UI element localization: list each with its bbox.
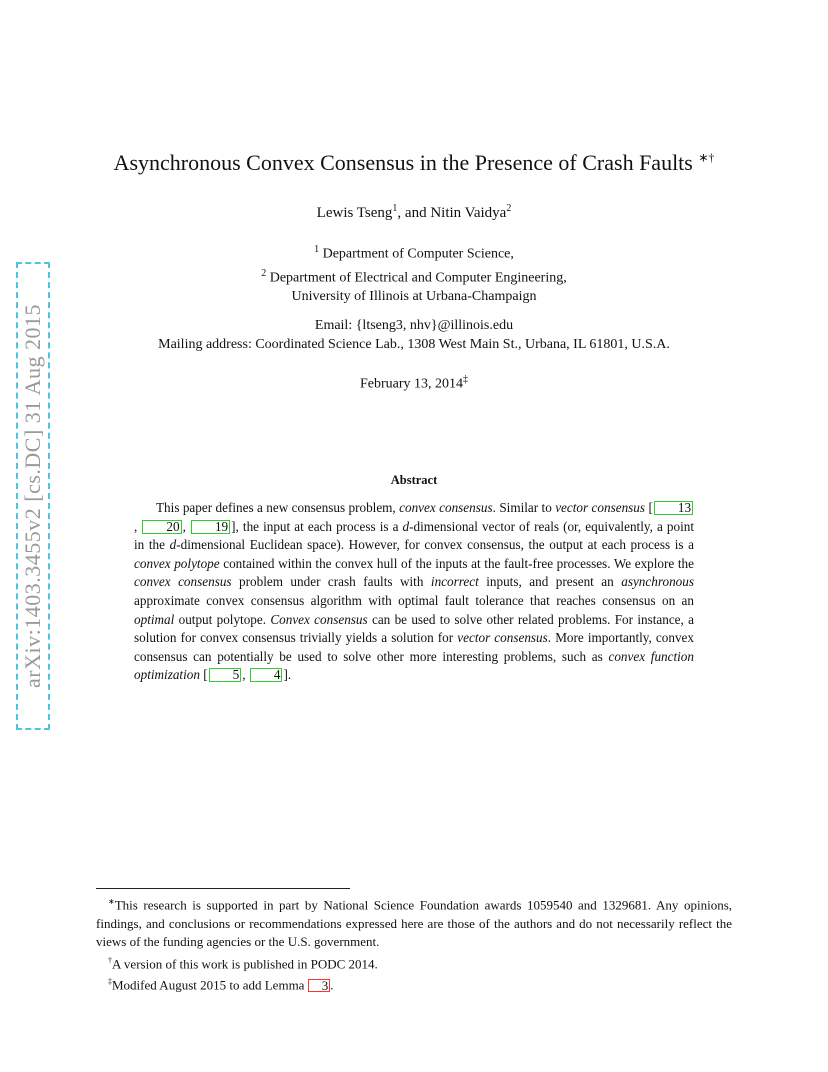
paper-title	[80, 150, 748, 176]
affiliation-line: University of Illinois at Urbana-Champaign	[291, 289, 537, 305]
author-name: Nitin Vaidya	[430, 205, 507, 221]
author-name: Lewis Tseng	[316, 205, 393, 221]
abstract-text: -dimensional vector of reals (or, equivalently, a point in the	[134, 518, 695, 553]
footnote-divider	[96, 888, 350, 889]
title-text: Asynchronous Convex Consensus in the Presence of Crash Faults	[113, 150, 693, 175]
footnote-podc	[96, 952, 732, 974]
abstract-text: . Similar to	[492, 500, 556, 515]
footnote-mark: ‡	[108, 977, 112, 987]
citation-separator: ,	[134, 518, 142, 534]
arxiv-identifier: arXiv:1403.3455v2 [cs.DC] 31 Aug 2015	[20, 304, 46, 688]
abstract-text	[200, 667, 203, 682]
arxiv-sidebar-stamp[interactable]	[16, 262, 50, 730]
abstract-emphasis: incorrect	[430, 574, 479, 590]
affil-text: Department of Computer Science,	[319, 246, 514, 262]
footnote-text: Modifed August 2015 to add Lemma	[112, 977, 308, 993]
footnote-funding	[96, 893, 732, 952]
abstract-emphasis: vector consensus	[457, 630, 548, 646]
abstract-text: problem under crash faults with	[231, 574, 431, 590]
abstract-emphasis: convex function optimization	[134, 648, 694, 683]
footnote-text: This research is supported in part by National Science Foundation awards 1059540 and 1329681. Any opinions, findings, and conclusions or recommendations expressed here are those of the authors and do not necessarily reflect the views of the funding agencies or the U.S. government.	[96, 897, 732, 950]
affiliation-line	[80, 264, 748, 288]
abstract-text: -dimensional Euclidean space). However, for convex consensus, the output at each process is a	[176, 537, 694, 553]
footnote-text: .	[330, 977, 334, 993]
paper-date	[80, 374, 748, 393]
mailing-address-line: Mailing address: Coordinated Science Lab., 1308 West Main St., Urbana, IL 61801, U.S.A.	[158, 337, 670, 352]
citation-link[interactable]: 5	[209, 668, 242, 682]
abstract-text: approximate convex consensus algorithm with optimal fault tolerance that reaches consensus on an	[134, 592, 694, 608]
footnote-modified	[96, 973, 732, 995]
abstract-text: . More importantly, convex consensus can potentially be used to solve other more interesting problems, such as	[134, 630, 694, 664]
contact-info	[80, 316, 748, 354]
lemma-link[interactable]: 3	[308, 979, 331, 992]
abstract-text: .	[287, 667, 292, 683]
abstract-text: output polytope.	[174, 611, 271, 627]
abstract-paragraph: This paper defines a new consensus problem, convex consensus. Similar to vector consensus [ 13, 20 , 19 ], the input at each process is a d-dimensional vector of reals (or, equivalently, a point in the d-dimensional Euclidean space). However, for convex consensus, the output at each process is a convex polytope contained within the convex hull of the inputs at the fault-free processes. We explore the convex consensus problem under crash faults with incorrect inputs, and present an asynchronous approximate convex consensus algorithm with optimal fault tolerance that reaches consensus on an optimal output polytope. Convex consensus can be used to solve other related problems. For instance, a solution for convex consensus trivially yields a solution for vector consensus. More importantly, convex consensus can potentially be used to solve other more interesting problems, such as convex function optimization [ 5 , 4 ].	[134, 500, 695, 683]
abstract-body	[134, 499, 694, 685]
date-text: February 13, 2014	[359, 376, 464, 392]
author-affil-mark: 2	[506, 203, 512, 214]
footnote-mark: ∗	[108, 897, 115, 906]
email-line: Email: {ltseng3, nhv}@illinois.edu	[314, 318, 514, 333]
abstract-emphasis: convex polytope	[134, 555, 220, 571]
citation-link[interactable]: 4	[250, 668, 283, 682]
author-affil-mark: 1	[392, 203, 398, 214]
abstract-text: This paper defines a new consensus problem,	[156, 500, 400, 515]
author-list	[80, 203, 748, 222]
abstract-text	[645, 500, 648, 515]
abstract-heading: Abstract	[390, 473, 438, 487]
footnote-mark: †	[108, 955, 112, 965]
footnote-text: A version of this work is published in PODC 2014.	[112, 955, 378, 971]
citation-link[interactable]: 19	[191, 520, 230, 534]
date-footnote-mark[interactable]: ‡	[463, 374, 469, 385]
abstract-emphasis: asynchronous	[621, 574, 694, 590]
abstract-emphasis: d	[169, 537, 177, 553]
abstract-text: inputs, and present an	[478, 574, 622, 590]
abstract-emphasis: vector consensus	[555, 500, 646, 515]
affil-mark: 1	[314, 244, 320, 255]
footnotes	[96, 893, 732, 995]
affiliation-line	[80, 240, 748, 264]
abstract-emphasis: d	[402, 518, 410, 534]
citation-link[interactable]: 20	[142, 520, 181, 534]
abstract-text: contained within the convex hull of the inputs at the fault-free processes. We explore the	[219, 555, 694, 571]
abstract-emphasis: convex consensus	[399, 500, 493, 515]
abstract-emphasis: optimal	[134, 611, 175, 627]
citation-link[interactable]: 13	[654, 501, 693, 515]
affiliations	[80, 240, 748, 306]
citation-separator: ,	[242, 667, 249, 683]
abstract-text: can be used to solve other related problems. For instance, a solution for convex consensus trivially yields a solution for	[134, 611, 694, 646]
abstract-text: , the input at each process is a	[235, 518, 403, 534]
title-footnote-mark[interactable]: ∗†	[698, 150, 715, 165]
abstract-emphasis: Convex consensus	[270, 611, 368, 627]
citation-separator: ,	[182, 518, 190, 534]
abstract-emphasis: convex consensus	[134, 574, 232, 590]
affil-text: Department of Electrical and Computer Engineering,	[266, 270, 567, 286]
affil-mark: 2	[261, 267, 267, 279]
author-separator: , and	[397, 205, 431, 221]
